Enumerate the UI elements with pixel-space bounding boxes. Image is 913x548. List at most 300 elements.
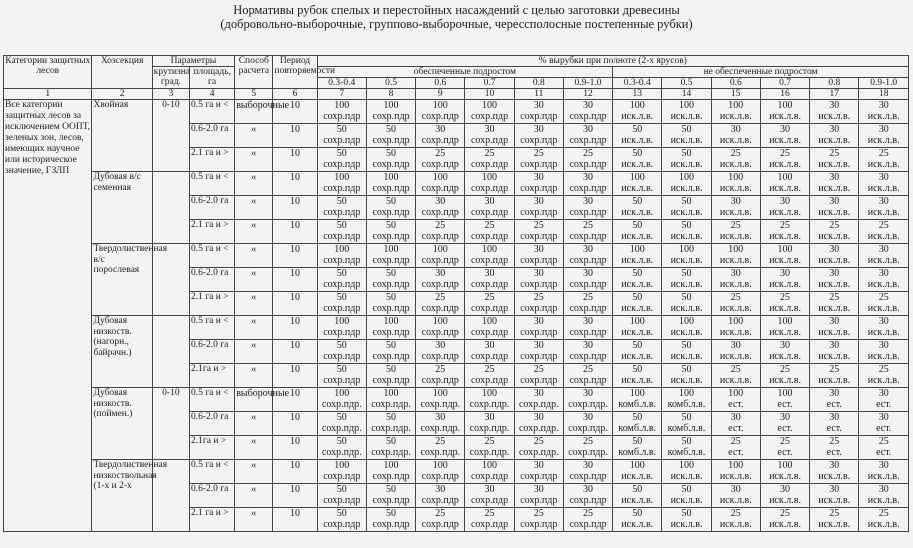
value-cell [317,316,366,340]
method-note: сохр.пдр [520,231,558,242]
method-note: сохр.пдр [470,471,509,482]
percent-value: 25 [533,292,544,303]
value-cell [859,412,909,436]
header-with-undergrowth: обеспеченные подростом [317,67,613,78]
value-cell [859,124,909,148]
percent-value: 50 [336,484,347,495]
value-cell [662,316,711,340]
percent-value: 25 [878,220,889,231]
percent-value: 25 [780,148,791,159]
method-note: сохр.пдр [569,111,607,122]
method-note: сохр.пдр [520,279,558,290]
percent-value: 100 [383,388,399,399]
method-note: иск.л.в. [818,183,851,194]
value-cell [416,508,465,532]
value-cell [514,340,563,364]
percent-value: 25 [583,508,594,519]
area-cell: 2.1 га и > [189,292,234,316]
method-note: иск.л.в. [818,351,851,362]
method-note: иск.л.в. [621,135,654,146]
method-cell: « [235,436,273,460]
percent-value: 100 [679,316,695,327]
percent-value: 50 [632,340,643,351]
method-note: сохр.пдр. [321,447,362,458]
percent-value: 30 [583,460,594,471]
percent-value: 25 [780,508,791,519]
method-note: иск.л.в. [719,495,752,506]
percent-value: 100 [482,100,498,111]
percent-value: 25 [484,508,495,519]
header-method: Способ расчета [235,56,273,89]
value-cell [514,196,563,220]
value-cell [563,124,612,148]
percent-value: 50 [632,292,643,303]
method-note: комб.л.в. [618,399,657,410]
percent-value: 30 [583,412,594,423]
method-note: иск.л.в. [719,351,752,362]
method-cell: « [235,268,273,292]
percent-value: 100 [482,460,498,471]
percent-value: 30 [435,196,446,207]
percent-value: 100 [482,244,498,255]
value-cell [613,172,662,196]
category-cell: Все категории защитных лесов за исключением ООПТ, зеленых зон, лесов, имеющих научное или историческое значение, ГЗЛП [4,100,92,532]
value-cell [317,172,366,196]
value-cell [563,196,612,220]
area-cell: 0.6-2.0 га [189,484,234,508]
value-cell [317,340,366,364]
percent-value: 50 [681,292,692,303]
title-line-1: Нормативы рубок спелых и перестойных насаждений с целью заготовки древесины [233,3,680,17]
value-cell [859,364,909,388]
value-cell [514,388,563,412]
method-note: сохр.пдр [470,159,509,170]
method-note: сохр.пдр [323,495,361,506]
value-cell [563,220,612,244]
method-note: сохр.пдр [421,111,459,122]
method-note: сохр.пдр [372,495,410,506]
value-cell [514,268,563,292]
value-cell [760,316,809,340]
density-header: 0.3-0.4 [317,78,366,89]
column-number: 10 [465,89,514,100]
method-note: сохр.пдр [421,231,459,242]
value-cell [859,436,909,460]
percent-value: 30 [533,340,544,351]
method-note: иск.л.в. [769,519,801,530]
percent-value: 30 [533,388,544,399]
method-note: сохр.пдр [520,375,558,386]
method-note: иск.л.в. [719,519,752,530]
value-cell [760,364,809,388]
percent-value: 25 [829,220,840,231]
method-cell: « [235,316,273,340]
value-cell [465,292,514,316]
value-cell [810,124,859,148]
percent-value: 50 [336,196,347,207]
slope-cell [152,172,189,244]
percent-value: 30 [583,316,594,327]
value-cell [711,292,760,316]
area-cell: 2.1га и > [189,436,234,460]
percent-value: 100 [334,460,350,471]
method-note: иск.л.в. [621,255,654,266]
value-cell [563,508,612,532]
percent-value: 25 [878,508,889,519]
method-note: сохр.пдр [569,351,607,362]
value-cell [514,460,563,484]
value-cell [711,412,760,436]
value-cell [859,220,909,244]
method-note: иск.л.в. [719,471,752,482]
value-cell [366,508,415,532]
table-row [4,388,909,412]
percent-value: 30 [829,172,840,183]
value-cell [662,148,711,172]
section-name: Дубовая низкоств. (поймен.) [92,388,152,460]
value-cell [465,172,514,196]
value-cell [563,484,612,508]
method-note: сохр.пдр [372,255,410,266]
method-note: сохр.пдр [323,207,361,218]
method-note: иск.л.в. [621,471,654,482]
method-note: иск.л.в. [818,519,851,530]
value-cell [760,460,809,484]
value-cell [662,124,711,148]
norms-table [3,55,909,532]
area-cell: 0.6-2.0 га [189,268,234,292]
value-cell [317,364,366,388]
method-note: иск.л.в. [670,279,703,290]
method-note: сохр.пдр [520,495,558,506]
value-cell [317,268,366,292]
percent-value: 30 [878,268,889,279]
method-note: иск.л.в. [719,327,752,338]
method-note: иск.л.в. [769,231,801,242]
table-row [4,244,909,268]
period-cell: 10 [273,172,317,196]
percent-value: 100 [482,316,498,327]
percent-value: 30 [435,412,446,423]
value-cell [810,220,859,244]
percent-value: 25 [878,148,889,159]
area-cell: 2.1 га и > [189,220,234,244]
percent-value: 100 [432,460,448,471]
method-note: иск.л.в. [719,135,752,146]
percent-value: 50 [336,364,347,375]
header-section: Хозсекция [92,56,152,89]
percent-value: 25 [878,436,889,447]
method-note: иск.л.в. [769,279,801,290]
method-note: иск.л.в. [621,303,654,314]
value-cell [613,268,662,292]
value-cell [810,268,859,292]
density-header: 0.3-0.4 [613,78,662,89]
density-header: 0.6 [711,78,760,89]
percent-value: 25 [533,364,544,375]
header-slope: крутизна град. [153,67,191,87]
value-cell [465,148,514,172]
slope-cell [152,460,189,532]
method-note: сохр.пдр [323,519,361,530]
percent-value: 50 [336,340,347,351]
method-note: иск.л.в. [867,231,900,242]
value-cell [859,244,909,268]
method-note: иск.л.в. [769,303,801,314]
method-note: ест. [876,423,892,434]
method-note: сохр.пдр [421,279,459,290]
method-note: сохр.пдр. [371,423,411,434]
method-note: иск.л.в. [621,279,654,290]
value-cell [514,244,563,268]
percent-value: 25 [829,508,840,519]
method-note: сохр.пдр. [321,423,362,434]
area-cell: 0.6-2.0 га [189,412,234,436]
value-cell [760,436,809,460]
percent-value: 30 [583,268,594,279]
percent-value: 100 [728,100,744,111]
percent-value: 100 [629,388,645,399]
method-cell: « [235,244,273,268]
value-cell [613,196,662,220]
percent-value: 50 [386,220,397,231]
method-note: сохр.пдр [323,351,361,362]
method-note: сохр.пдр [421,327,459,338]
method-note: сохр.пдр [569,207,607,218]
method-note: сохр.пдр. [371,399,411,410]
value-cell [514,292,563,316]
percent-value: 30 [533,172,544,183]
percent-value: 30 [829,484,840,495]
method-note: сохр.пдр [323,111,361,122]
percent-value: 50 [336,220,347,231]
value-cell [810,172,859,196]
method-note: комб.л.в. [618,447,657,458]
method-note: иск.л.в. [621,159,654,170]
method-note: сохр.пдр [421,135,459,146]
percent-value: 50 [336,436,347,447]
section-name: Твердолиственная низкоствольная (1-х и 2-х [92,460,152,532]
percent-value: 30 [878,124,889,135]
column-number: 2 [92,89,152,100]
density-header: 0.8 [514,78,563,89]
percent-value: 25 [583,292,594,303]
value-cell [662,508,711,532]
value-cell [760,148,809,172]
percent-value: 25 [583,436,594,447]
method-note: сохр.пдр [520,303,558,314]
value-cell [810,196,859,220]
section-name: Дубовая в/с семенная [92,172,152,244]
method-note: сохр.пдр [470,519,509,530]
value-cell [416,484,465,508]
method-note: сохр.пдр [323,471,361,482]
percent-value: 25 [730,148,741,159]
method-note: сохр.пдр [372,231,410,242]
value-cell [416,364,465,388]
percent-value: 50 [386,268,397,279]
value-cell [711,172,760,196]
percent-value: 30 [730,196,741,207]
percent-value: 30 [484,196,495,207]
percent-value: 50 [681,196,692,207]
method-cell: « [235,196,273,220]
value-cell [760,268,809,292]
percent-value: 100 [777,316,793,327]
method-note: ест. [777,447,793,458]
percent-value: 30 [583,340,594,351]
method-note: сохр.пдр [470,495,509,506]
method-note: иск.л.в. [867,255,900,266]
method-note: сохр.пдр [470,327,509,338]
percent-value: 25 [829,148,840,159]
percent-value: 100 [334,244,350,255]
method-note: сохр.пдр [421,255,459,266]
method-note: иск.л.в. [670,375,703,386]
percent-value: 100 [482,388,498,399]
method-note: сохр.пдр. [469,447,510,458]
method-note: сохр.пдр. [469,423,510,434]
method-note: комб.л.в. [667,423,706,434]
method-note: иск.л.в. [818,231,851,242]
method-note: сохр.пдр. [568,423,608,434]
percent-value: 25 [435,148,446,159]
percent-value: 30 [583,196,594,207]
method-note: иск.л.в. [670,111,703,122]
percent-value: 100 [679,388,695,399]
percent-value: 25 [435,436,446,447]
density-header: 0.7 [465,78,514,89]
column-number: 17 [810,89,859,100]
method-note: иск.л.в. [670,231,703,242]
value-cell [662,172,711,196]
percent-value: 30 [829,244,840,255]
value-cell [563,364,612,388]
percent-value: 50 [681,148,692,159]
value-cell [563,148,612,172]
method-note: сохр.пдр [372,303,410,314]
method-note: ест. [876,399,892,410]
value-cell [760,388,809,412]
value-cell [613,412,662,436]
percent-value: 30 [533,244,544,255]
value-cell [711,364,760,388]
column-number: 6 [273,89,317,100]
percent-value: 25 [829,436,840,447]
value-cell [810,364,859,388]
percent-value: 50 [336,508,347,519]
value-cell [366,148,415,172]
method-note: сохр.пдр. [420,399,461,410]
percent-value: 50 [386,484,397,495]
method-note: сохр.пдр [323,183,361,194]
method-note: иск.л.в. [867,183,900,194]
method-note: иск.л.в. [818,111,851,122]
value-cell [711,148,760,172]
area-cell: 2.1 га и > [189,508,234,532]
value-cell [317,148,366,172]
value-cell [563,244,612,268]
value-cell [465,484,514,508]
value-cell [563,292,612,316]
column-number: 8 [366,89,415,100]
method-note: сохр.пдр. [420,423,461,434]
slope-cell [152,244,189,316]
method-note: иск.л.в. [818,375,851,386]
value-cell [613,244,662,268]
period-cell: 10 [273,508,317,532]
value-cell [662,436,711,460]
method-cell: « [235,292,273,316]
density-header: 0.5 [366,78,415,89]
method-note: иск.л.в. [818,279,851,290]
method-note: сохр.пдр. [321,399,362,410]
method-note: иск.л.в. [769,351,801,362]
area-cell: 0.5 га и < [189,316,234,340]
method-note: иск.л.в. [621,111,654,122]
method-note: иск.л.в. [769,135,801,146]
method-note: ест. [826,399,842,410]
method-note: иск.л.в. [867,351,900,362]
percent-value: 100 [629,172,645,183]
value-cell [416,172,465,196]
method-note: иск.л.в. [818,135,851,146]
value-cell [760,196,809,220]
value-cell [416,220,465,244]
method-note: иск.л.в. [670,519,703,530]
method-note: сохр.пдр [569,471,607,482]
method-note: ест. [728,399,744,410]
percent-value: 100 [432,100,448,111]
method-note: ест. [826,447,842,458]
method-note: сохр.пдр [520,255,558,266]
value-cell [563,460,612,484]
method-note: сохр.пдр [470,279,509,290]
value-cell [366,388,415,412]
percent-value: 50 [681,412,692,423]
percent-value: 25 [780,364,791,375]
column-number: 15 [711,89,760,100]
period-cell: 10 [273,364,317,388]
value-cell [416,100,465,124]
percent-value: 25 [435,508,446,519]
method-note: сохр.пдр [372,207,410,218]
value-cell [317,124,366,148]
method-note: иск.л.в. [818,255,851,266]
percent-value: 50 [386,292,397,303]
percent-value: 30 [435,124,446,135]
method-note: сохр.пдр [470,207,509,218]
value-cell [810,508,859,532]
value-cell [416,316,465,340]
header-area: площадь, га [189,67,234,89]
percent-value: 30 [829,268,840,279]
period-cell: 10 [273,460,317,484]
value-cell [859,484,909,508]
method-note: иск.л.в. [621,231,654,242]
percent-value: 50 [632,196,643,207]
method-note: иск.л.в. [818,471,851,482]
value-cell [366,100,415,124]
value-cell [810,460,859,484]
method-note: иск.л.в. [621,495,654,506]
value-cell [859,508,909,532]
value-cell [810,436,859,460]
percent-value: 30 [878,388,889,399]
method-note: иск.л.в. [769,207,801,218]
percent-value: 30 [484,484,495,495]
method-note: ест. [777,423,793,434]
